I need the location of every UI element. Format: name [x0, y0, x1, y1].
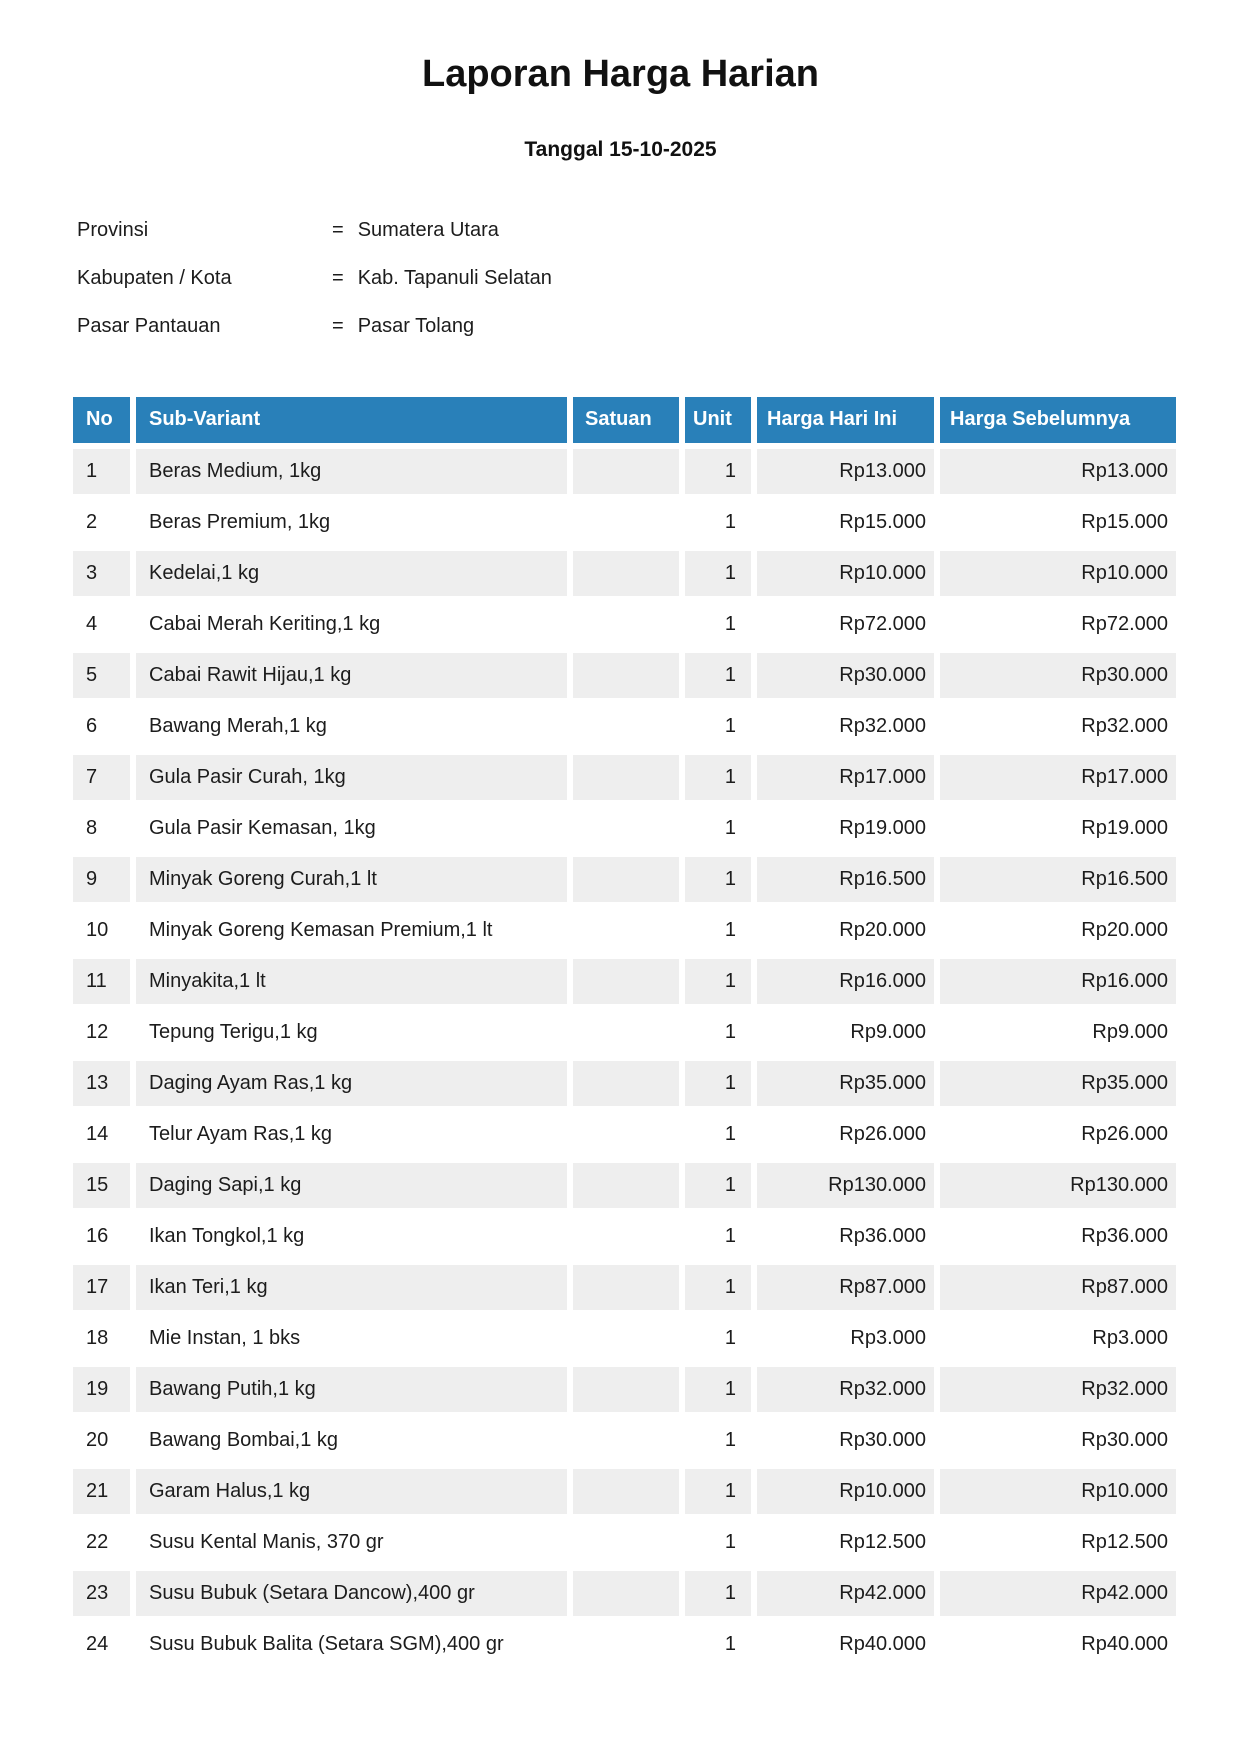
cell-unit: 1	[685, 1010, 751, 1055]
cell-unit: 1	[685, 1061, 751, 1106]
cell-harga-sebelumnya: Rp72.000	[940, 602, 1176, 647]
cell-satuan	[573, 1418, 679, 1463]
table-row	[73, 1469, 1176, 1514]
metadata-row-provinsi	[77, 220, 1241, 241]
cell-satuan	[573, 500, 679, 545]
cell-harga-hari-ini: Rp30.000	[757, 1418, 934, 1463]
cell-harga-hari-ini: Rp19.000	[757, 806, 934, 851]
cell-harga-hari-ini: Rp13.000	[757, 449, 934, 494]
cell-harga-sebelumnya: Rp30.000	[940, 653, 1176, 698]
cell-sub-variant: Cabai Rawit Hijau,1 kg	[136, 653, 567, 698]
cell-satuan	[573, 704, 679, 749]
cell-no: 13	[73, 1061, 130, 1106]
table-row	[73, 1418, 1176, 1463]
cell-satuan	[573, 653, 679, 698]
table-row	[73, 1010, 1176, 1055]
cell-satuan	[573, 1520, 679, 1565]
cell-no: 12	[73, 1010, 130, 1055]
cell-unit: 1	[685, 755, 751, 800]
cell-harga-sebelumnya: Rp42.000	[940, 1571, 1176, 1616]
cell-no: 24	[73, 1622, 130, 1667]
cell-sub-variant: Telur Ayam Ras,1 kg	[136, 1112, 567, 1157]
cell-no: 20	[73, 1418, 130, 1463]
cell-unit: 1	[685, 1163, 751, 1208]
cell-harga-sebelumnya: Rp3.000	[940, 1316, 1176, 1361]
cell-no: 2	[73, 500, 130, 545]
cell-harga-sebelumnya: Rp10.000	[940, 551, 1176, 596]
table-row	[73, 500, 1176, 545]
cell-unit: 1	[685, 1418, 751, 1463]
cell-harga-sebelumnya: Rp16.000	[940, 959, 1176, 1004]
cell-no: 21	[73, 1469, 130, 1514]
cell-no: 16	[73, 1214, 130, 1259]
table-row	[73, 1061, 1176, 1106]
cell-unit: 1	[685, 449, 751, 494]
cell-sub-variant: Daging Ayam Ras,1 kg	[136, 1061, 567, 1106]
cell-sub-variant: Susu Kental Manis, 370 gr	[136, 1520, 567, 1565]
metadata-value: Kab. Tapanuli Selatan	[357, 266, 552, 289]
cell-unit: 1	[685, 704, 751, 749]
cell-unit: 1	[685, 1520, 751, 1565]
cell-harga-hari-ini: Rp3.000	[757, 1316, 934, 1361]
cell-unit: 1	[685, 1367, 751, 1412]
metadata-row-kabupaten	[77, 268, 1241, 289]
cell-harga-sebelumnya: Rp130.000	[940, 1163, 1176, 1208]
table-row	[73, 551, 1176, 596]
column-header-harga-sebelumnya: Harga Sebelumnya	[940, 397, 1176, 443]
cell-satuan	[573, 959, 679, 1004]
cell-unit: 1	[685, 1469, 751, 1514]
cell-sub-variant: Minyak Goreng Curah,1 lt	[136, 857, 567, 902]
cell-satuan	[573, 1163, 679, 1208]
cell-unit: 1	[685, 959, 751, 1004]
cell-sub-variant: Bawang Merah,1 kg	[136, 704, 567, 749]
cell-harga-hari-ini: Rp87.000	[757, 1265, 934, 1310]
table-header-row	[73, 397, 1176, 443]
cell-sub-variant: Mie Instan, 1 bks	[136, 1316, 567, 1361]
cell-no: 23	[73, 1571, 130, 1616]
cell-sub-variant: Kedelai,1 kg	[136, 551, 567, 596]
table-row	[73, 1112, 1176, 1157]
cell-harga-sebelumnya: Rp12.500	[940, 1520, 1176, 1565]
metadata-section	[0, 220, 1241, 337]
cell-sub-variant: Susu Bubuk Balita (Setara SGM),400 gr	[136, 1622, 567, 1667]
price-table	[67, 391, 1182, 1673]
cell-no: 7	[73, 755, 130, 800]
cell-satuan	[573, 1061, 679, 1106]
cell-satuan	[573, 806, 679, 851]
cell-harga-sebelumnya: Rp32.000	[940, 1367, 1176, 1412]
cell-sub-variant: Bawang Bombai,1 kg	[136, 1418, 567, 1463]
cell-harga-hari-ini: Rp26.000	[757, 1112, 934, 1157]
cell-satuan	[573, 908, 679, 953]
cell-harga-hari-ini: Rp72.000	[757, 602, 934, 647]
cell-harga-hari-ini: Rp42.000	[757, 1571, 934, 1616]
cell-no: 14	[73, 1112, 130, 1157]
cell-harga-sebelumnya: Rp16.500	[940, 857, 1176, 902]
column-header-harga-hari-ini: Harga Hari Ini	[757, 397, 934, 443]
cell-unit: 1	[685, 1214, 751, 1259]
cell-satuan	[573, 1265, 679, 1310]
metadata-label: Kabupaten / Kota	[77, 266, 232, 289]
cell-harga-sebelumnya: Rp30.000	[940, 1418, 1176, 1463]
table-row	[73, 806, 1176, 851]
price-table-body	[73, 449, 1176, 1667]
cell-harga-hari-ini: Rp16.500	[757, 857, 934, 902]
column-header-unit: Unit	[685, 397, 751, 443]
cell-no: 10	[73, 908, 130, 953]
cell-no: 11	[73, 959, 130, 1004]
cell-harga-hari-ini: Rp17.000	[757, 755, 934, 800]
cell-harga-sebelumnya: Rp19.000	[940, 806, 1176, 851]
cell-satuan	[573, 1112, 679, 1157]
cell-harga-sebelumnya: Rp87.000	[940, 1265, 1176, 1310]
cell-harga-hari-ini: Rp130.000	[757, 1163, 934, 1208]
cell-harga-sebelumnya: Rp32.000	[940, 704, 1176, 749]
cell-no: 9	[73, 857, 130, 902]
cell-satuan	[573, 1010, 679, 1055]
cell-harga-hari-ini: Rp15.000	[757, 500, 934, 545]
metadata-label: Provinsi	[77, 218, 149, 241]
page-subtitle: Tanggal 15-10-2025	[524, 137, 717, 161]
cell-no: 22	[73, 1520, 130, 1565]
cell-unit: 1	[685, 1265, 751, 1310]
cell-no: 4	[73, 602, 130, 647]
cell-satuan	[573, 1469, 679, 1514]
cell-satuan	[573, 551, 679, 596]
cell-harga-sebelumnya: Rp40.000	[940, 1622, 1176, 1667]
cell-unit: 1	[685, 602, 751, 647]
cell-no: 6	[73, 704, 130, 749]
cell-sub-variant: Daging Sapi,1 kg	[136, 1163, 567, 1208]
table-row	[73, 959, 1176, 1004]
equals-separator: =	[332, 218, 344, 241]
table-row	[73, 602, 1176, 647]
table-row	[73, 1163, 1176, 1208]
cell-harga-hari-ini: Rp20.000	[757, 908, 934, 953]
cell-harga-hari-ini: Rp12.500	[757, 1520, 934, 1565]
cell-harga-sebelumnya: Rp26.000	[940, 1112, 1176, 1157]
cell-satuan	[573, 1571, 679, 1616]
cell-sub-variant: Gula Pasir Curah, 1kg	[136, 755, 567, 800]
cell-sub-variant: Ikan Teri,1 kg	[136, 1265, 567, 1310]
cell-no: 17	[73, 1265, 130, 1310]
cell-no: 8	[73, 806, 130, 851]
cell-sub-variant: Garam Halus,1 kg	[136, 1469, 567, 1514]
metadata-value: Sumatera Utara	[357, 218, 499, 241]
cell-harga-hari-ini: Rp40.000	[757, 1622, 934, 1667]
cell-no: 18	[73, 1316, 130, 1361]
cell-harga-sebelumnya: Rp9.000	[940, 1010, 1176, 1055]
cell-sub-variant: Tepung Terigu,1 kg	[136, 1010, 567, 1055]
table-row	[73, 1214, 1176, 1259]
table-row	[73, 908, 1176, 953]
cell-sub-variant: Beras Medium, 1kg	[136, 449, 567, 494]
cell-no: 15	[73, 1163, 130, 1208]
cell-unit: 1	[685, 857, 751, 902]
cell-satuan	[573, 1316, 679, 1361]
cell-satuan	[573, 1622, 679, 1667]
column-header-no: No	[73, 397, 130, 443]
metadata-row-pasar	[77, 316, 1241, 337]
cell-sub-variant: Minyak Goreng Kemasan Premium,1 lt	[136, 908, 567, 953]
cell-harga-hari-ini: Rp35.000	[757, 1061, 934, 1106]
table-row	[73, 704, 1176, 749]
cell-satuan	[573, 1214, 679, 1259]
cell-harga-sebelumnya: Rp17.000	[940, 755, 1176, 800]
cell-no: 3	[73, 551, 130, 596]
cell-harga-hari-ini: Rp10.000	[757, 1469, 934, 1514]
cell-sub-variant: Bawang Putih,1 kg	[136, 1367, 567, 1412]
cell-harga-sebelumnya: Rp15.000	[940, 500, 1176, 545]
cell-sub-variant: Ikan Tongkol,1 kg	[136, 1214, 567, 1259]
cell-no: 5	[73, 653, 130, 698]
cell-unit: 1	[685, 1622, 751, 1667]
cell-harga-sebelumnya: Rp13.000	[940, 449, 1176, 494]
equals-separator: =	[332, 266, 344, 289]
metadata-value: Pasar Tolang	[357, 314, 475, 337]
table-row	[73, 653, 1176, 698]
cell-harga-sebelumnya: Rp35.000	[940, 1061, 1176, 1106]
cell-unit: 1	[685, 908, 751, 953]
cell-harga-hari-ini: Rp10.000	[757, 551, 934, 596]
cell-harga-sebelumnya: Rp10.000	[940, 1469, 1176, 1514]
cell-no: 19	[73, 1367, 130, 1412]
cell-sub-variant: Gula Pasir Kemasan, 1kg	[136, 806, 567, 851]
cell-harga-sebelumnya: Rp36.000	[940, 1214, 1176, 1259]
cell-satuan	[573, 755, 679, 800]
cell-unit: 1	[685, 1112, 751, 1157]
cell-unit: 1	[685, 806, 751, 851]
cell-unit: 1	[685, 1316, 751, 1361]
table-row	[73, 1367, 1176, 1412]
cell-unit: 1	[685, 500, 751, 545]
cell-harga-hari-ini: Rp16.000	[757, 959, 934, 1004]
table-row	[73, 857, 1176, 902]
cell-unit: 1	[685, 1571, 751, 1616]
metadata-label: Pasar Pantauan	[77, 314, 221, 337]
cell-satuan	[573, 1367, 679, 1412]
cell-sub-variant: Cabai Merah Keriting,1 kg	[136, 602, 567, 647]
cell-harga-hari-ini: Rp32.000	[757, 704, 934, 749]
cell-sub-variant: Minyakita,1 lt	[136, 959, 567, 1004]
cell-satuan	[573, 602, 679, 647]
table-row	[73, 1316, 1176, 1361]
cell-harga-hari-ini: Rp9.000	[757, 1010, 934, 1055]
table-row	[73, 1265, 1176, 1310]
table-row	[73, 755, 1176, 800]
cell-harga-sebelumnya: Rp20.000	[940, 908, 1176, 953]
cell-unit: 1	[685, 551, 751, 596]
column-header-sub-variant: Sub-Variant	[136, 397, 567, 443]
table-row	[73, 1520, 1176, 1565]
cell-harga-hari-ini: Rp30.000	[757, 653, 934, 698]
page-title: Laporan Harga Harian	[422, 53, 819, 95]
cell-unit: 1	[685, 653, 751, 698]
table-row	[73, 1622, 1176, 1667]
cell-satuan	[573, 857, 679, 902]
cell-no: 1	[73, 449, 130, 494]
table-row	[73, 1571, 1176, 1616]
cell-harga-hari-ini: Rp32.000	[757, 1367, 934, 1412]
equals-separator: =	[332, 314, 344, 337]
table-row	[73, 449, 1176, 494]
cell-sub-variant: Beras Premium, 1kg	[136, 500, 567, 545]
cell-sub-variant: Susu Bubuk (Setara Dancow),400 gr	[136, 1571, 567, 1616]
column-header-satuan: Satuan	[573, 397, 679, 443]
cell-harga-hari-ini: Rp36.000	[757, 1214, 934, 1259]
cell-satuan	[573, 449, 679, 494]
